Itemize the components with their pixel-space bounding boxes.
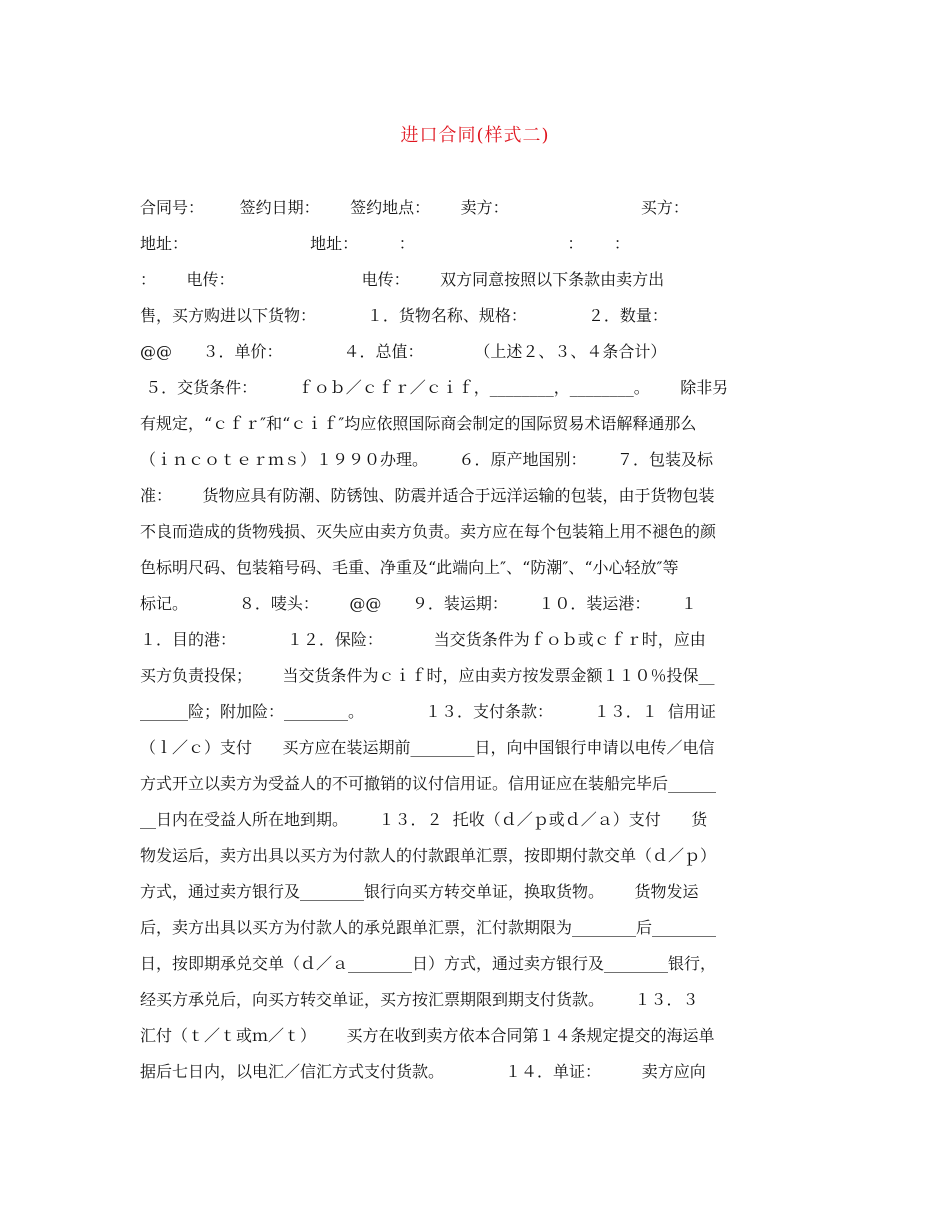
body-line: （ｌ／ｃ）支付 买方应在装运期前________日，向中国银行申请以电传／电信 <box>140 738 715 757</box>
body-line: 合同号： 签约日期： 签约地点： 卖方： 买方： <box>140 198 689 217</box>
body-line: ： 电传： 电传： 双方同意按照以下条款由卖方出 <box>140 270 665 289</box>
body-line: ５．交货条件： ｆｏｂ／ｃｆｒ／ｃｉｆ，________，________。 除非另 <box>140 378 729 397</box>
body-line: @@ ３．单价： ４．总值： （上述２、３、４条合计） <box>140 342 667 361</box>
body-line: （ｉｎｃｏｔｅｒｍｓ）１９９０办理。 ６．原产地国别： ７．包装及标 <box>140 450 714 469</box>
body-line: 售，买方购进以下货物： １．货物名称、规格： ２．数量： <box>140 306 668 325</box>
body-line: 据后七日内，以电汇／信汇方式支付货款。 １４．单证： 卖方应向 <box>140 1062 706 1081</box>
body-line: 地址： 地址： ： ： ： <box>140 234 630 253</box>
body-line: 标记。 ８．唛头： @@ ９．装运期： １０．装运港： １ <box>140 594 697 613</box>
body-line: 汇付（ｔ／ｔ或ｍ／ｔ） 买方在收到卖方依本合同第１４条规定提交的海运单 <box>140 1026 715 1045</box>
body-line: 经买方承兑后，向买方转交单证，买方按汇票期限到期支付货款。 １３．３ <box>140 990 699 1009</box>
body-line: 不良而造成的货物残损、灭失应由卖方负责。卖方应在每个包装箱上用不褪色的颜 <box>140 522 717 541</box>
body-line: 日，按即期承兑交单（ｄ／ａ________日）方式，通过卖方银行及________银行， <box>140 954 717 973</box>
body-line: 方式，通过卖方银行及________银行向买方转交单证，换取货物。 货物发运 <box>140 882 699 901</box>
body-line: 方式开立以卖方为受益人的不可撤销的议付信用证。信用证应在装船完毕后______ <box>140 774 717 793</box>
body-line: ______险；附加险：________。 １３．支付条款： １３．１ 信用证 <box>140 702 716 721</box>
body-line: １．目的港： １２．保险： 当交货条件为ｆｏｂ或ｃｆｒ时，应由 <box>140 630 706 649</box>
body-line: __日内在受益人所在地到期。 １３．２ 托收（ｄ／ｐ或ｄ／ａ）支付 货 <box>140 810 708 829</box>
document-title: 进口合同(样式二) <box>400 125 550 146</box>
body-line: 有规定，“ｃｆｒ″和“ｃｉｆ″均应依照国际商会制定的国际贸易术语解释通那么 <box>140 414 697 433</box>
body-line: 色标明尺码、包装箱号码、毛重、净重及“此端向上″、“防潮″、“小心轻放″等 <box>140 558 679 577</box>
body-line: 后，卖方出具以买方为付款人的承兑跟单汇票，汇付款期限为________后________ <box>140 918 717 937</box>
body-line: 准： 货物应具有防潮、防锈蚀、防震并适合于远洋运输的包装，由于货物包装 <box>140 486 715 505</box>
body-line: 物发运后，卖方出具以买方为付款人的付款跟单汇票，按即期付款交单（ｄ／ｐ） <box>140 846 717 865</box>
body-line: 买方负责投保； 当交货条件为ｃｉｆ时，应由卖方按发票金额１１０％投保__ <box>140 666 715 685</box>
